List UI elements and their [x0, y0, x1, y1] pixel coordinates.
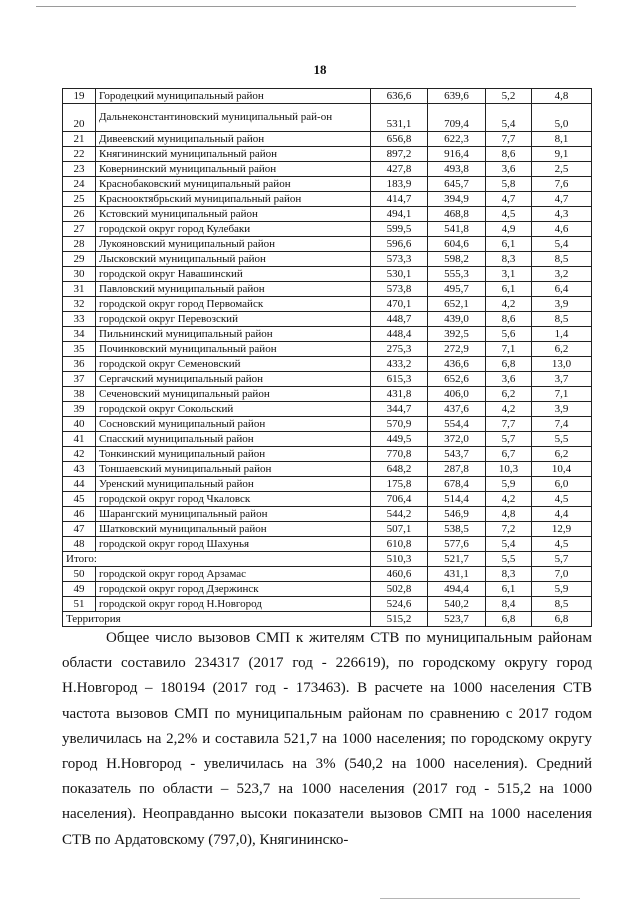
value-col-3: 3,6: [486, 372, 532, 387]
row-name: Шатковский муниципальный район: [96, 522, 371, 537]
value-col-4: 7,6: [532, 177, 592, 192]
value-col-4: 10,4: [532, 462, 592, 477]
row-label: Территория: [63, 612, 371, 627]
row-number: 38: [63, 387, 96, 402]
row-name: Уренский муниципальный район: [96, 477, 371, 492]
row-label: Итого:: [63, 552, 371, 567]
value-col-4: 4,4: [532, 507, 592, 522]
value-col-3: 7,2: [486, 522, 532, 537]
value-col-3: 7,1: [486, 342, 532, 357]
row-number: 43: [63, 462, 96, 477]
value-col-3: 4,5: [486, 207, 532, 222]
value-col-3: 10,3: [486, 462, 532, 477]
value-col-1: 414,7: [371, 192, 428, 207]
page-number: 18: [313, 62, 327, 77]
value-col-2: 598,2: [428, 252, 486, 267]
value-col-3: 4,9: [486, 222, 532, 237]
row-name: городской округ город Шахунья: [96, 537, 371, 552]
value-col-2: 652,1: [428, 297, 486, 312]
value-col-3: 5,9: [486, 477, 532, 492]
scan-edge-top: [36, 6, 576, 7]
row-number: 44: [63, 477, 96, 492]
row-number: 27: [63, 222, 96, 237]
value-col-1: 431,8: [371, 387, 428, 402]
value-col-2: 372,0: [428, 432, 486, 447]
value-col-4: 4,5: [532, 492, 592, 507]
row-name: городской округ Навашинский: [96, 267, 371, 282]
body-paragraph: [62, 626, 592, 853]
row-name: Тоншаевский муниципальный район: [96, 462, 371, 477]
row-number: 25: [63, 192, 96, 207]
value-col-3: 5,6: [486, 327, 532, 342]
value-col-2: 468,8: [428, 207, 486, 222]
row-name: Ковернинский муниципальный район: [96, 162, 371, 177]
row-name: Пильнинский муниципальный район: [96, 327, 371, 342]
row-number: 49: [63, 582, 96, 597]
table-row: [63, 312, 592, 327]
value-col-4: 6,2: [532, 447, 592, 462]
value-col-3: 8,6: [486, 312, 532, 327]
value-col-1: 544,2: [371, 507, 428, 522]
value-col-1: 596,6: [371, 237, 428, 252]
value-col-4: 5,7: [532, 552, 592, 567]
row-number: 48: [63, 537, 96, 552]
value-col-4: 5,4: [532, 237, 592, 252]
row-name: Лукояновский муниципальный район: [96, 237, 371, 252]
row-name: городской округ город Н.Новгород: [96, 597, 371, 612]
table-row: [63, 192, 592, 207]
row-name: Сеченовский муниципальный район: [96, 387, 371, 402]
value-col-4: 7,4: [532, 417, 592, 432]
row-number: 47: [63, 522, 96, 537]
row-number: 31: [63, 282, 96, 297]
table-row: [63, 132, 592, 147]
row-name: Починковский муниципальный район: [96, 342, 371, 357]
table-row: [63, 147, 592, 162]
table-row: [63, 492, 592, 507]
value-col-1: 175,8: [371, 477, 428, 492]
value-col-2: 645,7: [428, 177, 486, 192]
table-row: [63, 402, 592, 417]
value-col-4: 8,1: [532, 132, 592, 147]
value-col-2: 431,1: [428, 567, 486, 582]
table-row: [63, 89, 592, 104]
value-col-2: 555,3: [428, 267, 486, 282]
row-number: 42: [63, 447, 96, 462]
table-row: [63, 342, 592, 357]
row-name: Городецкий муниципальный район: [96, 89, 371, 104]
value-col-3: 7,7: [486, 132, 532, 147]
row-name: городской округ город Чкаловск: [96, 492, 371, 507]
territory-row: [63, 612, 592, 627]
city-row: [63, 567, 592, 582]
value-col-1: 502,8: [371, 582, 428, 597]
value-col-4: 8,5: [532, 252, 592, 267]
row-name: городской округ Сокольский: [96, 402, 371, 417]
value-col-2: 554,4: [428, 417, 486, 432]
value-col-3: 6,8: [486, 612, 532, 627]
table-row: [63, 282, 592, 297]
value-col-3: 8,3: [486, 252, 532, 267]
value-col-3: 4,2: [486, 402, 532, 417]
row-name: Дальнеконстантиновский муниципальный рай-он: [96, 104, 371, 132]
row-number: 23: [63, 162, 96, 177]
value-col-2: 541,8: [428, 222, 486, 237]
value-col-1: 530,1: [371, 267, 428, 282]
table-row: [63, 417, 592, 432]
row-number: 35: [63, 342, 96, 357]
scan-edge-bottom: [380, 898, 580, 899]
value-col-4: 6,8: [532, 612, 592, 627]
table-row: [63, 387, 592, 402]
row-number: 32: [63, 297, 96, 312]
row-number: 28: [63, 237, 96, 252]
value-col-1: 656,8: [371, 132, 428, 147]
table-row: [63, 447, 592, 462]
value-col-3: 8,6: [486, 147, 532, 162]
value-col-1: 897,2: [371, 147, 428, 162]
value-col-4: 3,9: [532, 402, 592, 417]
value-col-1: 427,8: [371, 162, 428, 177]
table-row: [63, 462, 592, 477]
row-number: 24: [63, 177, 96, 192]
row-number: 39: [63, 402, 96, 417]
value-col-3: 4,8: [486, 507, 532, 522]
row-name: Сосновский муниципальный район: [96, 417, 371, 432]
value-col-4: 6,2: [532, 342, 592, 357]
value-col-3: 6,2: [486, 387, 532, 402]
value-col-4: 6,4: [532, 282, 592, 297]
value-col-3: 4,2: [486, 492, 532, 507]
value-col-2: 652,6: [428, 372, 486, 387]
value-col-3: 8,4: [486, 597, 532, 612]
value-col-2: 287,8: [428, 462, 486, 477]
value-col-2: 493,8: [428, 162, 486, 177]
row-name: Павловский муниципальный район: [96, 282, 371, 297]
value-col-2: 437,6: [428, 402, 486, 417]
value-col-4: 5,0: [532, 104, 592, 132]
value-col-4: 4,8: [532, 89, 592, 104]
value-col-2: 494,4: [428, 582, 486, 597]
value-col-1: 470,1: [371, 297, 428, 312]
value-col-2: 538,5: [428, 522, 486, 537]
value-col-2: 436,6: [428, 357, 486, 372]
value-col-3: 4,7: [486, 192, 532, 207]
value-col-3: 4,2: [486, 297, 532, 312]
table-row: [63, 327, 592, 342]
table-row: [63, 252, 592, 267]
value-col-2: 540,2: [428, 597, 486, 612]
city-row: [63, 597, 592, 612]
table-row: [63, 372, 592, 387]
value-col-4: 3,7: [532, 372, 592, 387]
table-row: [63, 222, 592, 237]
statistics-table: [62, 88, 592, 627]
value-col-4: 13,0: [532, 357, 592, 372]
value-col-2: 577,6: [428, 537, 486, 552]
value-col-3: 6,1: [486, 282, 532, 297]
value-col-2: 622,3: [428, 132, 486, 147]
value-col-2: 495,7: [428, 282, 486, 297]
value-col-2: 394,9: [428, 192, 486, 207]
value-col-3: 5,7: [486, 432, 532, 447]
value-col-3: 6,1: [486, 582, 532, 597]
row-number: 37: [63, 372, 96, 387]
value-col-1: 599,5: [371, 222, 428, 237]
value-col-3: 5,4: [486, 537, 532, 552]
row-name: городской округ Семеновский: [96, 357, 371, 372]
value-col-1: 636,6: [371, 89, 428, 104]
row-name: Дивеевский муниципальный район: [96, 132, 371, 147]
row-number: 46: [63, 507, 96, 522]
value-col-1: 531,1: [371, 104, 428, 132]
value-col-1: 615,3: [371, 372, 428, 387]
value-col-2: 709,4: [428, 104, 486, 132]
row-number: 45: [63, 492, 96, 507]
value-col-3: 6,7: [486, 447, 532, 462]
row-number: 26: [63, 207, 96, 222]
row-name: Княгининский муниципальный район: [96, 147, 371, 162]
value-col-4: 4,6: [532, 222, 592, 237]
row-number: 36: [63, 357, 96, 372]
value-col-3: 6,1: [486, 237, 532, 252]
value-col-1: 770,8: [371, 447, 428, 462]
value-col-2: 916,4: [428, 147, 486, 162]
value-col-4: 4,5: [532, 537, 592, 552]
table-row: [63, 537, 592, 552]
value-col-1: 570,9: [371, 417, 428, 432]
value-col-1: 573,3: [371, 252, 428, 267]
table-row: [63, 522, 592, 537]
row-name: Краснобаковский муниципальный район: [96, 177, 371, 192]
row-number: 51: [63, 597, 96, 612]
row-name: Спасский муниципальный район: [96, 432, 371, 447]
value-col-1: 344,7: [371, 402, 428, 417]
value-col-1: 610,8: [371, 537, 428, 552]
table-body: [63, 89, 592, 627]
row-name: Шарангский муниципальный район: [96, 507, 371, 522]
value-col-2: 272,9: [428, 342, 486, 357]
row-number: 34: [63, 327, 96, 342]
value-col-4: 3,2: [532, 267, 592, 282]
value-col-4: 8,5: [532, 312, 592, 327]
value-col-4: 8,5: [532, 597, 592, 612]
value-col-2: 392,5: [428, 327, 486, 342]
value-col-3: 8,3: [486, 567, 532, 582]
value-col-2: 439,0: [428, 312, 486, 327]
value-col-2: 639,6: [428, 89, 486, 104]
value-col-4: 7,1: [532, 387, 592, 402]
row-number: 19: [63, 89, 96, 104]
value-col-3: 7,7: [486, 417, 532, 432]
row-name: городской округ город Кулебаки: [96, 222, 371, 237]
value-col-2: 521,7: [428, 552, 486, 567]
table-row: [63, 357, 592, 372]
table-row: [63, 297, 592, 312]
row-name: Кстовский муниципальный район: [96, 207, 371, 222]
total-row: [63, 552, 592, 567]
value-col-4: 9,1: [532, 147, 592, 162]
table-row: [63, 177, 592, 192]
row-name: городской округ город Арзамас: [96, 567, 371, 582]
value-col-1: 573,8: [371, 282, 428, 297]
value-col-1: 448,4: [371, 327, 428, 342]
table-row: [63, 477, 592, 492]
paragraph-text: Общее число вызовов СМП к жителям СТВ по муниципальным районам области составило 234317 (2017 год - 226619), по городскому округу город Н.Новгород – 180194 (2017 год - 173463). В расчете на 1000 населения СТВ частота вызовов СМП по муниципальным районам по сравнению с 2017 годом увеличилась на 2,2% и составила 521,7 на 1000 населения; по городскому округу город Н.Новгород - увеличилась на 3% (540,2 на 1000 населения). Средний показатель по области – 523,7 на 1000 населения (2017 год - 515,2 на 1000 населения). Неоправданно высоки показатели вызовов СМП на 1000 населения СТВ по Ардатовскому (797,0), Княгининско-: [62, 630, 592, 848]
table-row: [63, 267, 592, 282]
value-col-1: 275,3: [371, 342, 428, 357]
row-number: 29: [63, 252, 96, 267]
value-col-3: 3,1: [486, 267, 532, 282]
value-col-4: 5,5: [532, 432, 592, 447]
table-row: [63, 432, 592, 447]
value-col-4: 2,5: [532, 162, 592, 177]
city-row: [63, 582, 592, 597]
row-number: 22: [63, 147, 96, 162]
value-col-1: 507,1: [371, 522, 428, 537]
value-col-1: 433,2: [371, 357, 428, 372]
value-col-3: 5,2: [486, 89, 532, 104]
value-col-4: 1,4: [532, 327, 592, 342]
value-col-1: 648,2: [371, 462, 428, 477]
value-col-1: 494,1: [371, 207, 428, 222]
row-name: Тонкинский муниципальный район: [96, 447, 371, 462]
value-col-1: 448,7: [371, 312, 428, 327]
value-col-2: 523,7: [428, 612, 486, 627]
value-col-1: 515,2: [371, 612, 428, 627]
value-col-4: 5,9: [532, 582, 592, 597]
value-col-4: 3,9: [532, 297, 592, 312]
value-col-4: 4,3: [532, 207, 592, 222]
row-name: городской округ город Дзержинск: [96, 582, 371, 597]
value-col-2: 514,4: [428, 492, 486, 507]
value-col-3: 3,6: [486, 162, 532, 177]
value-col-4: 6,0: [532, 477, 592, 492]
value-col-3: 5,4: [486, 104, 532, 132]
row-name: Сергачский муниципальный район: [96, 372, 371, 387]
value-col-1: 524,6: [371, 597, 428, 612]
row-number: 30: [63, 267, 96, 282]
value-col-4: 12,9: [532, 522, 592, 537]
table-row: [63, 162, 592, 177]
value-col-1: 460,6: [371, 567, 428, 582]
value-col-2: 546,9: [428, 507, 486, 522]
value-col-2: 678,4: [428, 477, 486, 492]
table-row: [63, 237, 592, 252]
value-col-2: 604,6: [428, 237, 486, 252]
table-row: [63, 207, 592, 222]
value-col-1: 510,3: [371, 552, 428, 567]
table-row: [63, 507, 592, 522]
row-number: 50: [63, 567, 96, 582]
row-name: городской округ Перевозский: [96, 312, 371, 327]
row-number: 21: [63, 132, 96, 147]
value-col-2: 543,7: [428, 447, 486, 462]
value-col-4: 4,7: [532, 192, 592, 207]
row-name: Лысковский муниципальный район: [96, 252, 371, 267]
value-col-4: 7,0: [532, 567, 592, 582]
value-col-3: 5,8: [486, 177, 532, 192]
row-name: Краснооктябрьский муниципальный район: [96, 192, 371, 207]
row-number: 41: [63, 432, 96, 447]
row-name: городской округ город Первомайск: [96, 297, 371, 312]
value-col-3: 5,5: [486, 552, 532, 567]
value-col-2: 406,0: [428, 387, 486, 402]
value-col-3: 6,8: [486, 357, 532, 372]
value-col-1: 706,4: [371, 492, 428, 507]
value-col-1: 183,9: [371, 177, 428, 192]
value-col-1: 449,5: [371, 432, 428, 447]
table-row: [63, 104, 592, 132]
row-number: 20: [63, 104, 96, 132]
row-number: 33: [63, 312, 96, 327]
row-number: 40: [63, 417, 96, 432]
